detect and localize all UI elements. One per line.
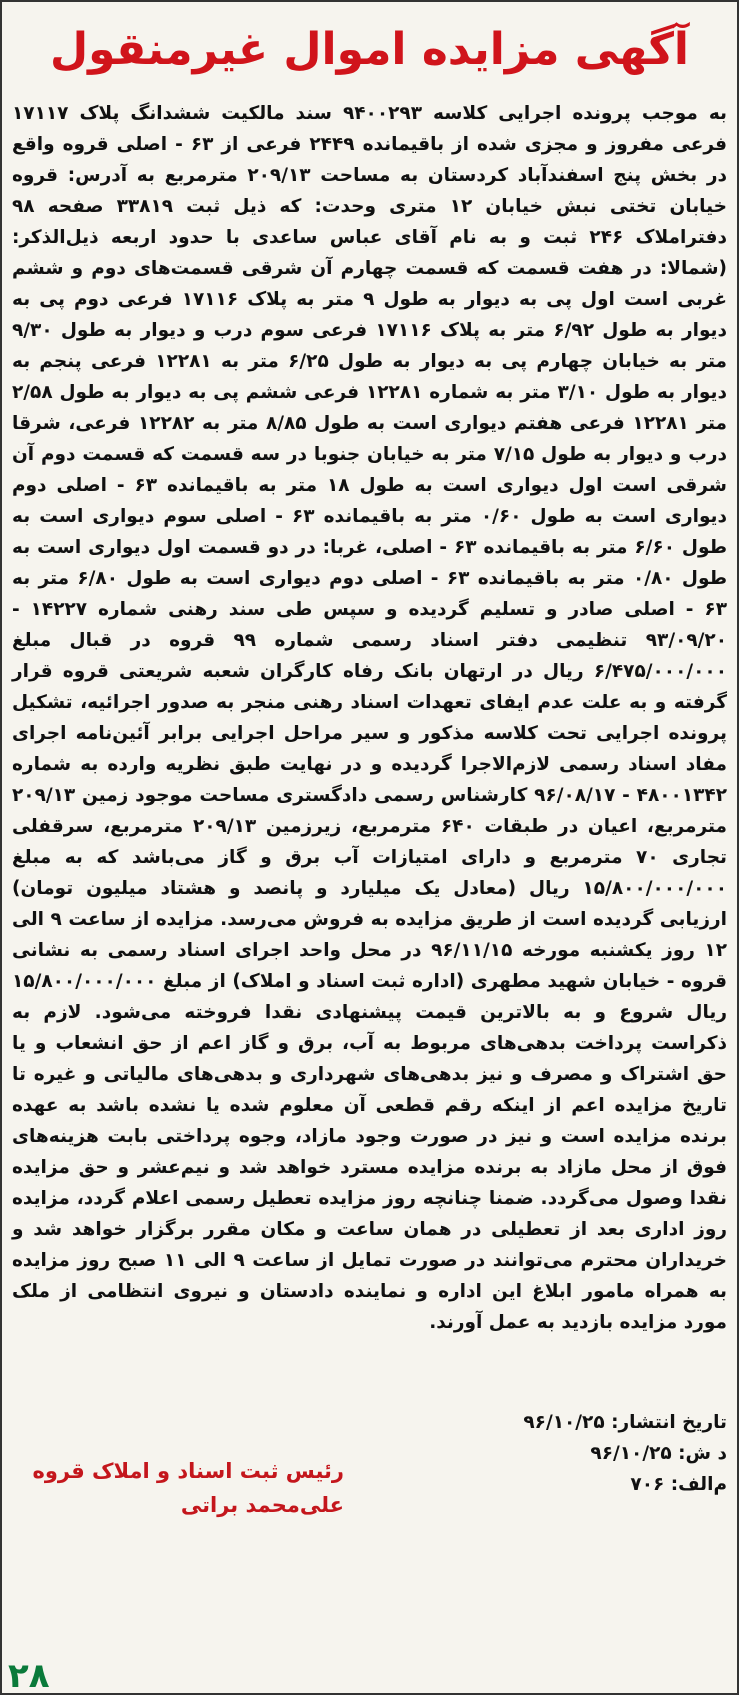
mal-alef-number: م‌الف: ۷۰۶ [630, 1474, 727, 1495]
signature-block [24, 1454, 344, 1522]
ad-title: آگهی مزایده اموال غیرمنقول [50, 24, 689, 75]
signature-name: علی‌محمد براتی [180, 1493, 344, 1517]
publish-date: تاریخ انتشار: ۹۶/۱۰/۲۵ [523, 1412, 727, 1433]
signature-title: رئیس ثبت اسناد و املاک قروه [32, 1459, 344, 1483]
ad-body-text: به موجب پرونده اجرایی کلاسه ۹۴۰۰۲۹۳ سند مالکیت ششدانگ پلاک ۱۷۱۱۷ فرعی مفروز و مجزی شده از باقیمانده ۲۴۴۹ فرعی از ۶۳ - اصلی قروه واقع در بخش پنج اسفندآباد کردستان به مساحت ۲۰۹/۱۳ مترمربع به آدرس: قروه خیابان تختی نبش خیابان ۱۲ متری وحدت: که ذیل ثبت ۳۳۸۱۹ صفحه ۹۸ دفتراملاک ۲۴۶ ثبت و به نام آقای عباس ساعدی با حدود اربعه ذیل‌الذکر: (شمالا: در هفت قسمت که قسمت چهارم آن شرقی قسمت‌های دوم و ششم غربی است اول پی به دیوار به طول ۹ متر به پلاک ۱۷۱۱۶ فرعی دوم پی به دیوار به طول ۶/۹۲ متر به پلاک ۱۷۱۱۶ فرعی سوم درب و دیوار به طول ۹/۳۰ متر به خیابان چهارم پی به دیوار به طول ۶/۲۵ متر به ۱۲۲۸۱ فرعی پنجم به دیوار به طول ۳/۱۰ متر به شماره ۱۲۲۸۱ فرعی ششم پی به دیوار به طول ۲/۵۸ متر ۱۲۲۸۱ فرعی هفتم دیواری است به طول ۸/۸۵ متر به ۱۲۲۸۲ فرعی، شرقا درب و دیوار به طول ۷/۱۵ متر به خیابان جنوبا در سه قسمت که قسمت دوم آن شرقی است اول دیواری است به طول ۱۸ متر به باقیمانده ۶۳ - اصلی دوم دیواری است به طول ۰/۶۰ متر به باقیمانده ۶۳ - اصلی سوم دیواری است به طول ۶/۶۰ متر به باقیمانده ۶۳ - اصلی، غربا: در دو قسمت اول دیواری است به طول ۰/۸۰ متر به باقیمانده ۶۳ - اصلی دوم دیواری است به طول ۶/۸۰ متر به ۶۳ - اصلی صادر و تسلیم گردیده و سپس طی سند رهنی شماره ۱۴۲۲۷ - ۹۳/۰۹/۲۰ تنظیمی دفتر اسناد رسمی شماره ۹۹ قروه در قبال مبلغ ۶/۴۷۵/۰۰۰/۰۰۰ ریال در ارتهان بانک رفاه کارگران شعبه شریعتی قروه قرار گرفته و به علت عدم ایفای تعهدات اسناد رهنی منجر به صدور اجرائیه، تشکیل پرونده اجرایی تحت کلاسه مذکور و سیر مراحل اجرایی برابر آئین‌نامه اجرای مفاد اسناد رسمی لازم‌الاجرا گردیده و در نهایت طبق نظریه وارده به شماره ۴۸۰۰۱۳۴۲ - ۹۶/۰۸/۱۷ کارشناس رسمی دادگستری مساحت موجود زمین ۲۰۹/۱۳ مترمربع، اعیان در طبقات ۶۴۰ مترمربع، زیرزمین ۲۰۹/۱۳ مترمربع، سرقفلی تجاری ۷۰ مترمربع و دارای امتیازات آب برق و گاز می‌باشد که به مبلغ ۱۵/۸۰۰/۰۰۰/۰۰۰ ریال (معادل یک میلیارد و پانصد و هشتاد میلیون تومان) ارزیابی گردیده است از طریق مزایده به فروش می‌رسد. مزایده از ساعت ۹ الی ۱۲ روز یکشنبه مورخه ۹۶/۱۱/۱۵ در محل واحد اجرای اسناد رسمی به نشانی قروه - خیابان شهید مطهری (اداره ثبت اسناد و املاک) از مبلغ ۱۵/۸۰۰/۰۰۰/۰۰۰ ریال شروع و به بالاترین قیمت پیشنهادی نقدا فروخته می‌شود. لازم به ذکراست پرداخت بدهی‌های مربوط به آب، برق و گاز اعم از حق انشعاب و یا حق اشتراک و مصرف و نیز بدهی‌های شهرداری و بدهی‌های مالیاتی و غیره تا تاریخ مزایده اعم از اینکه رقم قطعی آن معلوم شده یا نشده باشد به عهده برنده مزایده است و نیز در صورت وجود مازاد، وجوه پرداختی بابت هزینه‌های فوق از محل مازاد به برنده مزایده مسترد خواهد شد و نیم‌عشر و حق مزایده نقدا وصول می‌گردد. ضمنا چنانچه روز مزایده تعطیل رسمی اعلام گردد، مزایده روز اداری بعد از تعطیلی در همان ساعت و مکان مقرر برگزار خواهد شد و خریداران محترم می‌توانند در صورت تمایل از ساعت ۹ الی ۱۱ صبح روز مزایده به همراه مامور ابلاغ این اداره و نماینده دادستان و نیروی انتظامی از ملک مورد مزایده بازدید به عمل آورند. [12, 103, 728, 1333]
page-number: ۲۸ [8, 1656, 50, 1695]
ref-date: د ش: ۹۶/۱۰/۲۵ [590, 1443, 727, 1464]
ad-body [12, 98, 727, 1338]
